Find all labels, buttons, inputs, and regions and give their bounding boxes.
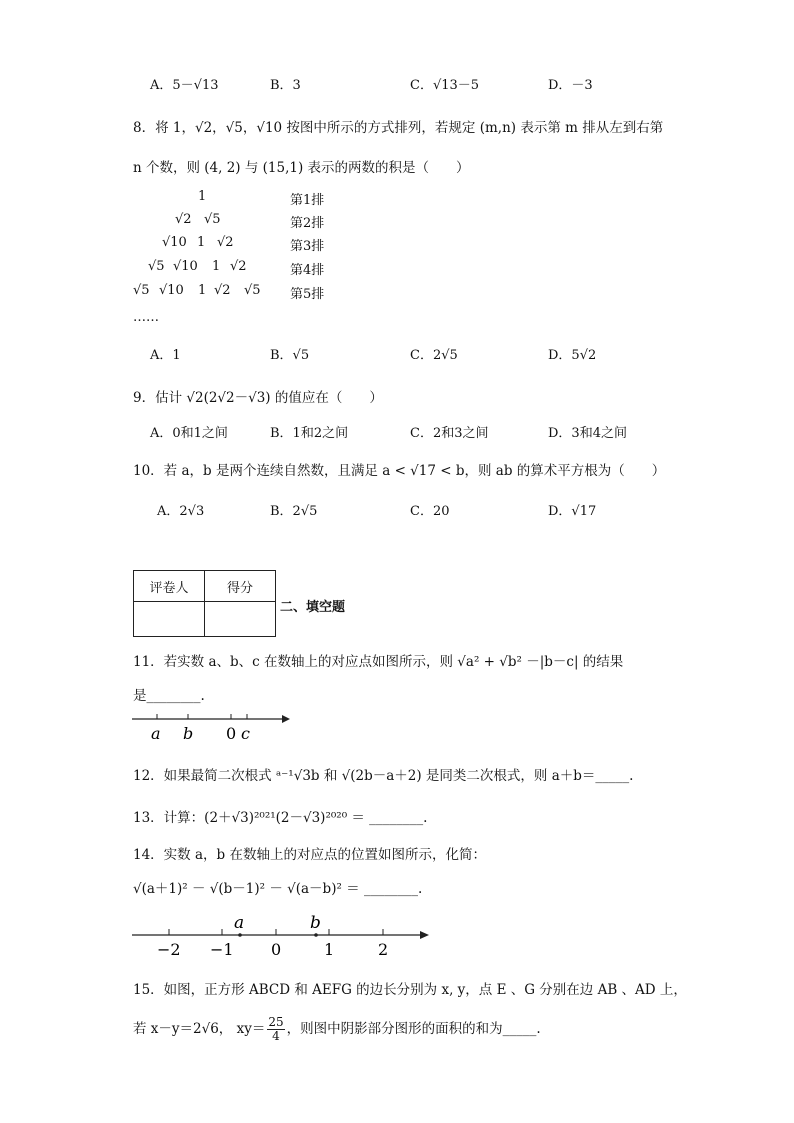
triangle-cell: 1	[212, 259, 221, 274]
triangle-cell: √2	[217, 235, 234, 250]
axis-arrow	[282, 715, 290, 723]
q13-stem: 13．计算：(2＋√3)²⁰²¹(2－√3)²⁰²⁰ ＝ ________.	[133, 810, 428, 826]
q15-condition: 若 x－y＝2√6， xy＝	[133, 1021, 266, 1037]
triangle-ellipsis: ……	[133, 310, 159, 325]
row-label: 第3排	[290, 239, 325, 254]
point-a	[238, 933, 242, 937]
score-table-header-grader: 评卷人	[134, 571, 205, 602]
fraction-denominator: 4	[272, 1029, 280, 1043]
q10-option-a[interactable]: A．2√3	[157, 504, 205, 519]
q9-option-d[interactable]: D．3和4之间	[548, 426, 627, 441]
score-table-score-cell[interactable]	[205, 602, 276, 637]
triangle-cell: 1	[198, 283, 207, 298]
triangle-cell: √5	[148, 259, 165, 274]
triangle-cell: √5	[204, 212, 221, 227]
point-label-a: a	[234, 913, 245, 933]
q9-option-a[interactable]: A．0和1之间	[150, 426, 228, 441]
triangle-cell: √10	[159, 283, 184, 298]
q14-number-line	[130, 910, 435, 960]
q8-option-c[interactable]: C．2√5	[410, 348, 458, 363]
q10-option-c[interactable]: C．20	[410, 504, 450, 519]
axis-label-b: b	[183, 724, 194, 743]
tick-label: 2	[378, 940, 389, 959]
q10-option-d[interactable]: D．√17	[548, 504, 597, 519]
q9-stem: 9．估计 √2(2√2－√3) 的值应在（ ）	[133, 390, 383, 406]
q15-stem-line2	[133, 1016, 541, 1043]
q8-option-a[interactable]: A．1	[150, 348, 181, 363]
row-label: 第4排	[290, 263, 325, 278]
q8-option-d[interactable]: D．5√2	[548, 348, 597, 363]
q7-option-d[interactable]: D．－3	[548, 78, 593, 93]
q10-stem: 10．若 a，b 是两个连续自然数，且满足 a < √17 < b，则 ab 的算术平方根为（ ）	[133, 463, 666, 479]
triangle-cell: 1	[198, 189, 207, 204]
q14-stem-line1: 14．实数 a，b 在数轴上的对应点的位置如图所示，化简：	[133, 847, 486, 863]
q11-stem-line1: 11．若实数 a、b、c 在数轴上的对应点如图所示，则 √a² + √b² －|b－c| 的结果	[133, 654, 624, 670]
point-b	[314, 933, 318, 937]
q9-option-b[interactable]: B．1和2之间	[270, 426, 349, 441]
axis-label-a: a	[151, 724, 161, 743]
tick-label: 0	[271, 940, 282, 959]
q15-stem-line1: 15．如图，正方形 ABCD 和 AEFG 的边长分别为 x, y，点 E 、G 分别在边 AB 、AD 上，	[133, 982, 687, 998]
q12-stem: 12．如果最简二次根式 ᵃ⁻¹√3b 和 √(2b－a＋2) 是同类二次根式，则 a＋b＝_____.	[133, 768, 634, 784]
q8-stem-line1: 8．将 1，√2，√5，√10 按图中所示的方式排列，若规定 (m,n) 表示第 m 排从左到右第	[133, 120, 664, 136]
triangle-cell: √5	[133, 283, 150, 298]
q15-question: ，则图中阴影部分图形的面积的和为_____.	[286, 1021, 541, 1037]
tick-label: 1	[324, 940, 335, 959]
axis-arrow	[420, 931, 429, 939]
q15-fraction	[267, 1016, 284, 1043]
q7-option-a[interactable]: A．5－√13	[150, 78, 219, 93]
score-table	[133, 570, 276, 637]
triangle-cell: 1	[197, 235, 206, 250]
triangle-cell: √10	[173, 259, 198, 274]
section-title: 二、填空题	[280, 600, 346, 615]
q7-option-c[interactable]: C．√13－5	[410, 78, 480, 93]
triangle-cell: √10	[162, 235, 187, 250]
axis-label-c: c	[241, 724, 250, 743]
triangle-cell: √2	[230, 259, 247, 274]
row-label: 第2排	[290, 216, 325, 231]
point-label-b: b	[310, 913, 321, 933]
tick-label: −2	[157, 940, 181, 959]
triangle-cell: √2	[214, 283, 231, 298]
row-label: 第5排	[290, 287, 325, 302]
triangle-cell: √2	[175, 212, 192, 227]
axis-label-zero: 0	[226, 724, 237, 743]
q10-option-b[interactable]: B．2√5	[270, 504, 318, 519]
row-label: 第1排	[290, 193, 325, 208]
q14-stem-line2: √(a＋1)² － √(b－1)² － √(a－b)² ＝ ________.	[133, 881, 423, 897]
q7-option-b[interactable]: B．3	[270, 78, 301, 93]
triangle-cell: √5	[244, 283, 261, 298]
tick-label: −1	[210, 940, 234, 959]
fraction-numerator: 25	[268, 1015, 284, 1029]
score-table-header-score: 得分	[205, 571, 276, 602]
q8-stem-line2: n 个数，则 (4, 2) 与 (15,1) 表示的两数的积是（ ）	[133, 160, 470, 176]
q8-option-b[interactable]: B．√5	[270, 348, 310, 363]
q9-option-c[interactable]: C．2和3之间	[410, 426, 489, 441]
score-table-grader-cell[interactable]	[134, 602, 205, 637]
q11-number-line	[130, 708, 295, 746]
q11-stem-line2: 是________.	[133, 688, 205, 704]
